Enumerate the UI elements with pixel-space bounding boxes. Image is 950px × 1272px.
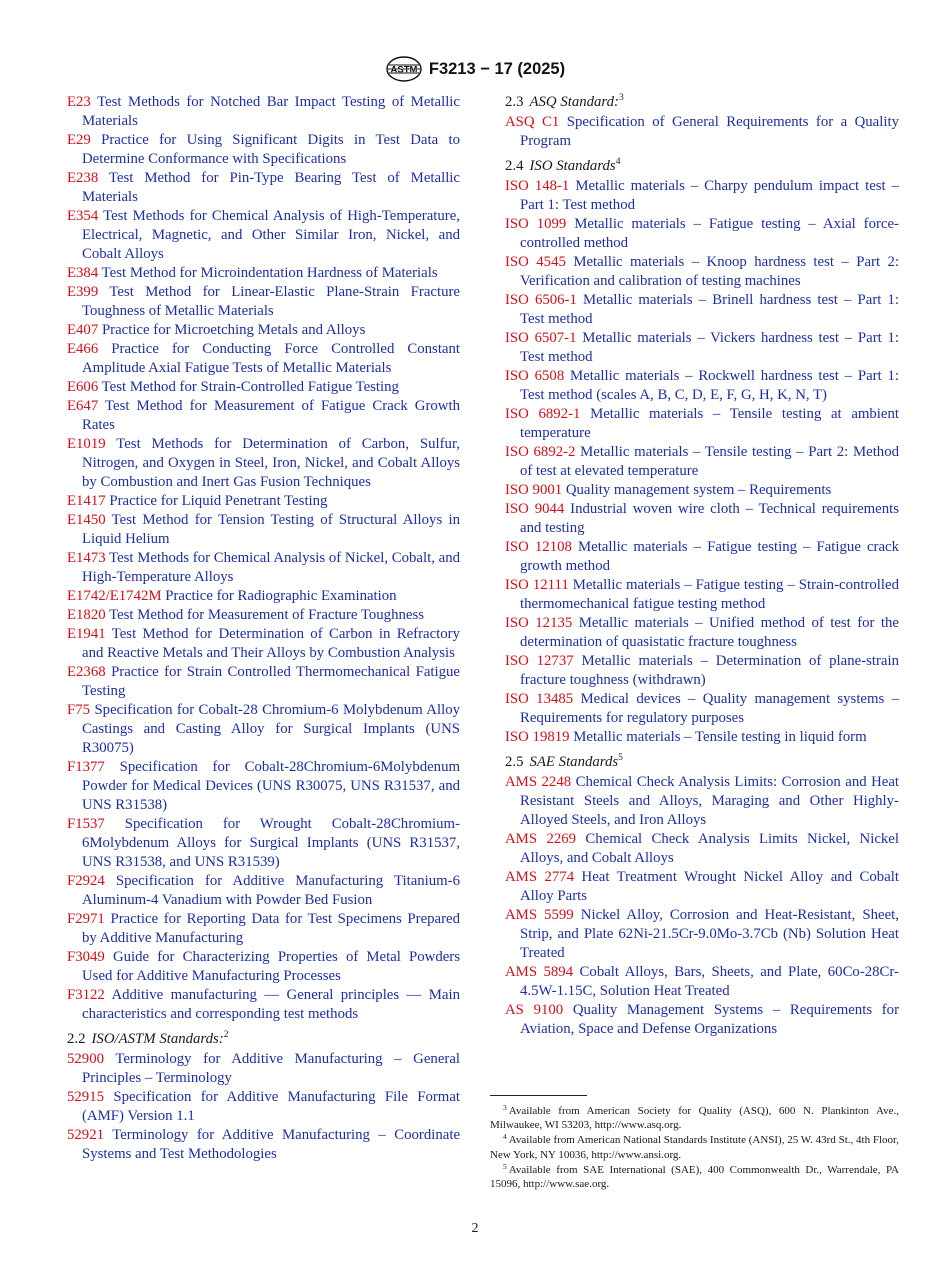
reference-code-link[interactable]: E1417 bbox=[67, 493, 106, 509]
reference-entry bbox=[67, 93, 460, 131]
reference-code-link[interactable]: AMS 2269 bbox=[505, 831, 577, 847]
reference-entry bbox=[505, 113, 899, 151]
reference-entry bbox=[67, 283, 460, 321]
reference-code-link[interactable]: ISO 6508 bbox=[505, 368, 565, 384]
reference-entry bbox=[505, 690, 899, 728]
reference-entry bbox=[67, 986, 460, 1024]
reference-code-link[interactable]: ISO 6507-1 bbox=[505, 330, 577, 346]
reference-title-link[interactable]: Metallic materials – Brinell hardness test – Part 1: Test method bbox=[520, 292, 899, 327]
reference-entry bbox=[67, 701, 460, 758]
reference-title-link[interactable]: Chemical Check Analysis Limits: Corrosion and Heat Resistant Steels and Alloys, Maraging and Other Highly-Alloyed Steels, and Iron Alloys bbox=[520, 774, 899, 828]
astm-reference-list bbox=[67, 93, 460, 1024]
reference-title-link[interactable]: Metallic materials – Fatigue testing – Axial force-controlled method bbox=[520, 216, 899, 251]
reference-title-link[interactable]: Specification for Additive Manufacturing File Format (AMF) Version 1.1 bbox=[82, 1089, 460, 1124]
reference-entry bbox=[505, 728, 899, 747]
reference-entry bbox=[67, 948, 460, 986]
reference-title-link[interactable]: Test Methods for Notched Bar Impact Testing of Metallic Materials bbox=[82, 94, 460, 129]
reference-entry bbox=[67, 207, 460, 264]
reference-title-link[interactable]: Test Method for Measurement of Fracture Toughness bbox=[109, 607, 424, 623]
footnotes bbox=[490, 1104, 899, 1192]
reference-code-link[interactable]: 52915 bbox=[67, 1089, 104, 1105]
reference-code-link[interactable]: ISO 13485 bbox=[505, 691, 574, 707]
reference-code-link[interactable]: F2924 bbox=[67, 873, 105, 889]
footnote-text: Available from SAE International (SAE), 400 Commonwealth Dr., Warrendale, PA 15096, http://www.sae.org. bbox=[490, 1163, 899, 1191]
reference-entry bbox=[505, 906, 899, 963]
reference-entry bbox=[505, 215, 899, 253]
reference-code-link[interactable]: E1941 bbox=[67, 626, 106, 642]
footnote bbox=[490, 1104, 899, 1132]
document-designation: F3213 − 17 (2025) bbox=[428, 59, 566, 78]
reference-title-link[interactable]: Specification for Additive Manufacturing Titanium-6 Aluminum-4 Vanadium with Powder Bed Fusion bbox=[82, 873, 461, 908]
reference-title-link[interactable]: Practice for Using Significant Digits in Test Data to Determine Conformance with Specifications bbox=[82, 132, 460, 167]
reference-entry bbox=[505, 291, 899, 329]
reference-entry bbox=[67, 549, 460, 587]
reference-code-link[interactable]: F1377 bbox=[67, 759, 105, 775]
section-2-2-heading: 2.2 ISO/ASTM Standards:$^2$ bbox=[67, 1030, 229, 1047]
reference-title-link[interactable]: Metallic materials – Tensile testing in liquid form bbox=[573, 729, 867, 745]
reference-entry bbox=[67, 625, 460, 663]
asq-reference-list bbox=[505, 113, 899, 151]
reference-code-link[interactable]: E606 bbox=[67, 379, 99, 395]
reference-code-link[interactable]: E384 bbox=[67, 265, 99, 281]
reference-title-link[interactable]: Heat Treatment Wrought Nickel Alloy and Cobalt Alloy Parts bbox=[520, 869, 899, 904]
reference-code-link[interactable]: AMS 5599 bbox=[505, 907, 574, 923]
section-2-3-heading: 2.3 ASQ Standard:$^3$ bbox=[505, 93, 624, 110]
reference-title-link[interactable]: Test Methods for Chemical Analysis of Nickel, Cobalt, and High-Temperature Alloys bbox=[82, 550, 460, 585]
reference-code-link[interactable]: E23 bbox=[67, 94, 91, 110]
reference-code-link[interactable]: E647 bbox=[67, 398, 99, 414]
reference-code-link[interactable]: ISO 6892-1 bbox=[505, 406, 581, 422]
reference-title-link[interactable]: Industrial woven wire cloth – Technical requirements and testing bbox=[520, 501, 899, 536]
reference-code-link[interactable]: ASQ C1 bbox=[505, 114, 560, 130]
reference-title-link[interactable]: Metallic materials – Determination of plane-strain fracture toughness (withdrawn) bbox=[520, 653, 899, 688]
reference-title-link[interactable]: Practice for Strain Controlled Thermomechanical Fatigue Testing bbox=[82, 664, 461, 699]
reference-code-link[interactable]: E1450 bbox=[67, 512, 106, 528]
reference-title-link[interactable]: Test Methods for Determination of Carbon, Sulfur, Nitrogen, and Oxygen in Steel, Iron, Nickel, and Cobalt Alloys by Combustion and Inert Gas Fusion Techniques bbox=[82, 436, 460, 490]
reference-entry bbox=[505, 614, 899, 652]
reference-title-link[interactable]: Chemical Check Analysis Limits Nickel, Nickel Alloys, and Cobalt Alloys bbox=[520, 831, 899, 866]
reference-title-link[interactable]: Test Method for Tension Testing of Structural Alloys in Liquid Helium bbox=[82, 512, 460, 547]
reference-code-link[interactable]: E29 bbox=[67, 132, 91, 148]
reference-title-link[interactable]: Terminology for Additive Manufacturing – Coordinate Systems and Test Methodologies bbox=[82, 1127, 461, 1162]
reference-entry bbox=[67, 872, 460, 910]
iso-astm-reference-list bbox=[67, 1050, 460, 1164]
reference-entry bbox=[67, 511, 460, 549]
reference-entry bbox=[67, 378, 460, 397]
reference-title-link[interactable]: Terminology for Additive Manufacturing – General Principles – Terminology bbox=[82, 1051, 460, 1086]
reference-title-link[interactable]: Metallic materials – Vickers hardness test – Part 1: Test method bbox=[520, 330, 899, 365]
reference-title-link[interactable]: Test Method for Microindentation Hardness of Materials bbox=[101, 265, 438, 281]
reference-entry bbox=[67, 264, 460, 283]
reference-title-link[interactable]: Metallic materials – Tensile testing at ambient temperature bbox=[520, 406, 899, 441]
reference-title-link[interactable]: Test Method for Determination of Carbon in Refractory and Reactive Metals and Their Alloys by Combustion Analysis bbox=[82, 626, 461, 661]
sae-reference-list bbox=[505, 773, 899, 1039]
reference-code-link[interactable]: 52900 bbox=[67, 1051, 104, 1067]
astm-logo-icon bbox=[385, 56, 423, 82]
reference-entry bbox=[67, 663, 460, 701]
reference-code-link[interactable]: ISO 19819 bbox=[505, 729, 570, 745]
footnote-marker: 3 bbox=[503, 1103, 507, 1112]
reference-title-link[interactable]: Metallic materials – Tensile testing – Part 2: Method of test at elevated temperature bbox=[520, 444, 899, 479]
svg-text:ASTM: ASTM bbox=[390, 64, 418, 76]
reference-title-link[interactable]: Test Methods for Chemical Analysis of High-Temperature, Electrical, Magnetic, and Other Similar Iron, Nickel, and Cobalt Alloys bbox=[82, 208, 460, 262]
reference-code-link[interactable]: ISO 148-1 bbox=[505, 178, 570, 194]
reference-title-link[interactable]: Practice for Microetching Metals and Alloys bbox=[101, 322, 366, 338]
reference-title-link[interactable]: Practice for Reporting Data for Test Specimens Prepared by Additive Manufacturing bbox=[82, 911, 461, 946]
reference-code-link[interactable]: F2971 bbox=[67, 911, 105, 927]
reference-title-link[interactable]: Specification of General Requirements for a Quality Program bbox=[520, 114, 899, 149]
reference-title-link[interactable]: Test Method for Strain-Controlled Fatigue Testing bbox=[101, 379, 399, 395]
reference-title-link[interactable]: Metallic materials – Charpy pendulum impact test – Part 1: Test method bbox=[520, 178, 900, 213]
reference-entry bbox=[67, 397, 460, 435]
reference-entry bbox=[67, 815, 460, 872]
reference-entry bbox=[67, 606, 460, 625]
reference-entry bbox=[67, 340, 460, 378]
reference-entry bbox=[67, 169, 460, 207]
reference-title-link[interactable]: Quality management system – Requirements bbox=[565, 482, 832, 498]
reference-code-link[interactable]: E2368 bbox=[67, 664, 106, 680]
reference-entry bbox=[505, 481, 899, 500]
reference-code-link[interactable]: ISO 12737 bbox=[505, 653, 574, 669]
reference-code-link[interactable]: F75 bbox=[67, 702, 91, 718]
footnote-marker: 4 bbox=[503, 1132, 507, 1142]
reference-code-link[interactable]: E1820 bbox=[67, 607, 106, 623]
reference-code-link[interactable]: F3122 bbox=[67, 987, 105, 1003]
reference-code-link[interactable]: AS 9100 bbox=[505, 1002, 564, 1018]
reference-code-link[interactable]: AMS 5894 bbox=[505, 964, 574, 980]
reference-entry bbox=[505, 1001, 899, 1039]
reference-code-link[interactable]: E238 bbox=[67, 170, 99, 186]
reference-code-link[interactable]: E354 bbox=[67, 208, 99, 224]
reference-title-link[interactable]: Metallic materials – Fatigue testing – Fatigue crack growth method bbox=[520, 539, 899, 574]
reference-title-link[interactable]: Cobalt Alloys, Bars, Sheets, and Plate, 60Co-28Cr-4.5W-1.15C, Solution Heat Treated bbox=[520, 964, 899, 999]
right-column bbox=[505, 93, 899, 1039]
reference-code-link[interactable]: ISO 12135 bbox=[505, 615, 573, 631]
reference-code-link[interactable]: 52921 bbox=[67, 1127, 104, 1143]
reference-entry bbox=[505, 367, 899, 405]
section-2-5-heading: 2.5 SAE Standards$^5$ bbox=[505, 753, 623, 770]
reference-entry bbox=[505, 538, 899, 576]
reference-entry bbox=[67, 1126, 460, 1164]
reference-entry bbox=[505, 405, 899, 443]
reference-code-link[interactable]: E1019 bbox=[67, 436, 106, 452]
reference-title-link[interactable]: Practice for Conducting Force Controlled Constant Amplitude Axial Fatigue Tests of Metallic Materials bbox=[82, 341, 461, 376]
footnote bbox=[490, 1163, 899, 1191]
page-number: 2 bbox=[471, 1221, 479, 1236]
reference-title-link[interactable]: Practice for Liquid Penetrant Testing bbox=[109, 493, 328, 509]
reference-entry bbox=[67, 492, 460, 511]
iso-reference-list bbox=[505, 177, 899, 747]
reference-title-link[interactable]: Additive manufacturing — General principles — Main characteristics and corresponding test methods bbox=[82, 987, 460, 1022]
reference-code-link[interactable]: AMS 2774 bbox=[505, 869, 575, 885]
reference-code-link[interactable]: E407 bbox=[67, 322, 99, 338]
reference-title-link[interactable]: Medical devices – Quality management systems – Requirements for regulatory purposes bbox=[520, 691, 899, 726]
reference-entry bbox=[67, 587, 460, 606]
reference-code-link[interactable]: E399 bbox=[67, 284, 99, 300]
reference-entry bbox=[505, 500, 899, 538]
reference-entry bbox=[505, 253, 899, 291]
footnote-marker: 5 bbox=[503, 1161, 507, 1171]
reference-entry bbox=[67, 321, 460, 340]
reference-entry bbox=[67, 435, 460, 492]
reference-title-link[interactable]: Metallic materials – Knoop hardness test – Part 2: Verification and calibration of testing machines bbox=[520, 254, 900, 289]
reference-code-link[interactable]: ISO 9001 bbox=[505, 482, 563, 498]
reference-code-link[interactable]: ISO 6506-1 bbox=[505, 292, 577, 308]
reference-code-link[interactable]: ISO 9044 bbox=[505, 501, 565, 517]
reference-code-link[interactable]: E1473 bbox=[67, 550, 106, 566]
reference-code-link[interactable]: ISO 1099 bbox=[505, 216, 567, 232]
reference-title-link[interactable]: Test Method for Pin-Type Bearing Test of Metallic Materials bbox=[82, 170, 460, 205]
reference-entry bbox=[505, 868, 899, 906]
reference-title-link[interactable]: Nickel Alloy, Corrosion and Heat-Resistant, Sheet, Strip, and Plate 62Ni-21.5Cr-9.0Mo-3.7Cb (Nb) Solution Heat Treated bbox=[520, 907, 899, 961]
reference-entry bbox=[505, 576, 899, 614]
reference-entry bbox=[505, 963, 899, 1001]
reference-entry bbox=[505, 830, 899, 868]
reference-title-link[interactable]: Specification for Wrought Cobalt-28Chromium-6Molybdenum Alloys for Surgical Implants (UNS R31537, UNS R31538, and UNS R31539) bbox=[82, 816, 460, 870]
reference-entry bbox=[67, 1050, 460, 1088]
left-column bbox=[67, 93, 460, 1164]
reference-title-link[interactable]: Specification for Cobalt-28 Chromium-6 Molybdenum Alloy Castings and Casting Alloy for Surgical Implants (UNS R30075) bbox=[82, 702, 460, 756]
reference-code-link[interactable]: ISO 12111 bbox=[505, 577, 569, 593]
reference-title-link[interactable]: Metallic materials – Rockwell hardness test – Part 1: Test method (scales A, B, C, D, E, F, G, H, K, N, T) bbox=[520, 368, 900, 403]
reference-entry bbox=[505, 443, 899, 481]
reference-entry bbox=[67, 910, 460, 948]
reference-entry bbox=[505, 177, 899, 215]
reference-title-link[interactable]: Quality Management Systems – Requirements for Aviation, Space and Defense Organizations bbox=[520, 1002, 899, 1037]
reference-entry bbox=[505, 773, 899, 830]
reference-entry bbox=[505, 329, 899, 367]
reference-title-link[interactable]: Test Method for Measurement of Fatigue Crack Growth Rates bbox=[82, 398, 461, 433]
reference-code-link[interactable]: AMS 2248 bbox=[505, 774, 572, 790]
section-2-4-heading: 2.4 ISO Standards$^4$ bbox=[505, 157, 621, 174]
reference-entry bbox=[67, 758, 460, 815]
reference-code-link[interactable]: F3049 bbox=[67, 949, 105, 965]
footnote-text: Available from American National Standards Institute (ANSI), 25 W. 43rd St., 4th Floor, New York, NY 10036, http://www.ansi.org. bbox=[490, 1134, 899, 1161]
reference-code-link[interactable]: E1742/E1742M bbox=[67, 588, 162, 604]
reference-entry bbox=[505, 652, 899, 690]
page-header bbox=[0, 56, 950, 82]
reference-code-link[interactable]: ISO 4545 bbox=[505, 254, 566, 270]
reference-title-link[interactable]: Practice for Radiographic Examination bbox=[165, 588, 397, 604]
reference-title-link[interactable]: Specification for Cobalt-28Chromium-6Molybdenum Powder for Medical Devices (UNS R30075, UNS R31537, and UNS R31538) bbox=[82, 759, 460, 813]
reference-title-link[interactable]: Metallic materials – Unified method of test for the determination of quasistatic fracture toughness bbox=[520, 615, 899, 650]
reference-title-link[interactable]: Guide for Characterizing Properties of Metal Powders Used for Additive Manufacturing Processes bbox=[82, 949, 460, 984]
footnote bbox=[490, 1133, 899, 1161]
reference-title-link[interactable]: Metallic materials – Fatigue testing – Strain-controlled thermomechanical fatigue testing method bbox=[520, 577, 899, 612]
footnote-text: Available from American Society for Quality (ASQ), 600 N. Plankinton Ave., Milwaukee, WI 53203, http://www.asq.org. bbox=[490, 1105, 899, 1132]
reference-code-link[interactable]: ISO 12108 bbox=[505, 539, 572, 555]
reference-code-link[interactable]: ISO 6892-2 bbox=[505, 444, 576, 460]
reference-title-link[interactable]: Test Method for Linear-Elastic Plane-Strain Fracture Toughness of Metallic Materials bbox=[82, 284, 460, 319]
reference-entry bbox=[67, 131, 460, 169]
reference-code-link[interactable]: F1537 bbox=[67, 816, 105, 832]
footnote-divider bbox=[490, 1095, 587, 1096]
reference-code-link[interactable]: E466 bbox=[67, 341, 99, 357]
reference-entry bbox=[67, 1088, 460, 1126]
